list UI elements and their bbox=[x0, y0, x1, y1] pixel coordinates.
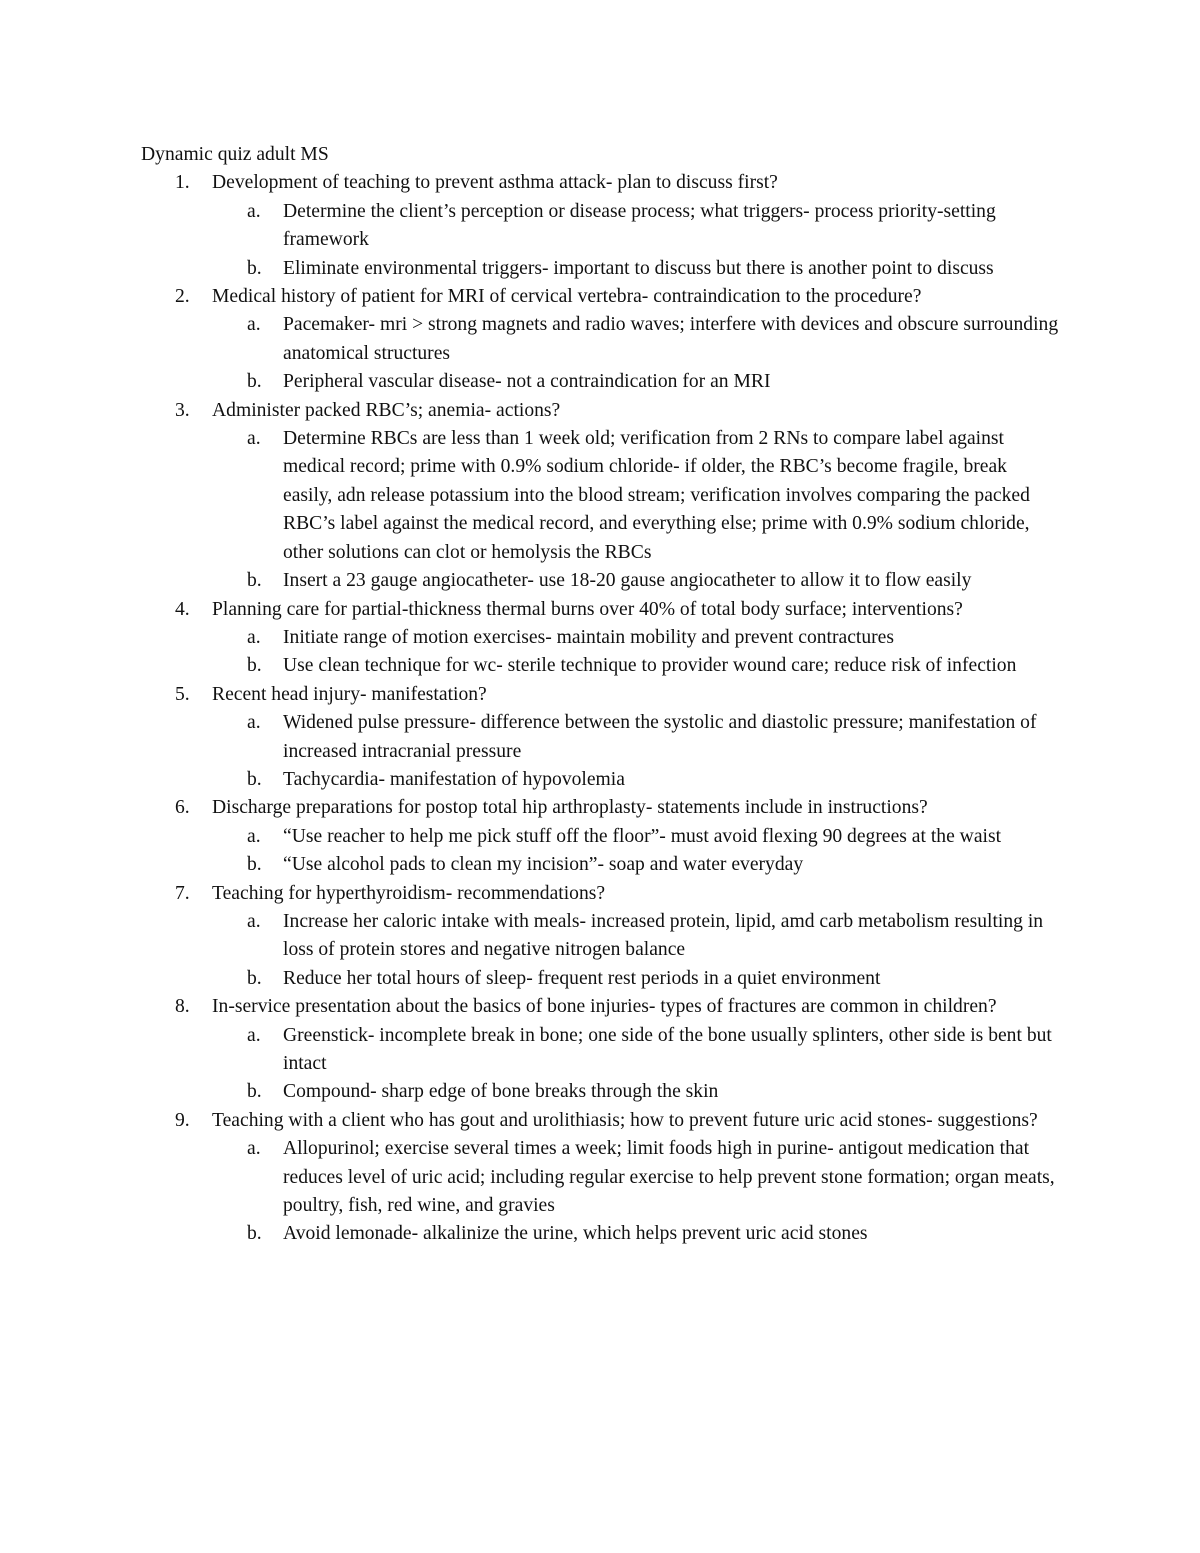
answer-item bbox=[212, 766, 1061, 794]
answer-item bbox=[212, 368, 1061, 396]
answer-list bbox=[212, 311, 1061, 396]
answer-letter: b. bbox=[247, 967, 262, 989]
answer-text: Avoid lemonade- alkalinize the urine, which helps prevent uric acid stones bbox=[283, 1223, 868, 1245]
question-item bbox=[141, 283, 1061, 397]
answer-text: Initiate range of motion exercises- maintain mobility and prevent contractures bbox=[283, 626, 895, 648]
answer-list bbox=[212, 709, 1061, 794]
answer-letter: a. bbox=[247, 1024, 261, 1046]
answer-item bbox=[212, 1078, 1061, 1106]
answer-item bbox=[212, 311, 1061, 368]
question-number: 6. bbox=[175, 797, 190, 819]
answer-text: “Use reacher to help me pick stuff off the floor”- must avoid flexing 90 degrees at the waist bbox=[283, 825, 1002, 847]
answer-text: Tachycardia- manifestation of hypovolemia bbox=[283, 768, 625, 790]
answer-text: Compound- sharp edge of bone breaks through the skin bbox=[283, 1081, 719, 1103]
document-title: Dynamic quiz adult MS bbox=[141, 144, 329, 165]
answer-list bbox=[212, 1135, 1061, 1249]
answer-item bbox=[212, 908, 1061, 965]
answer-letter: b. bbox=[247, 768, 262, 790]
answer-list bbox=[212, 425, 1061, 595]
answer-letter: a. bbox=[247, 626, 261, 648]
answer-letter: b. bbox=[247, 854, 262, 876]
question-item bbox=[141, 993, 1061, 1107]
question-item bbox=[141, 880, 1061, 994]
question-number: 2. bbox=[175, 286, 190, 308]
question-item bbox=[141, 681, 1061, 795]
answer-text: “Use alcohol pads to clean my incision”- soap and water everyday bbox=[283, 854, 804, 876]
answer-letter: b. bbox=[247, 655, 262, 677]
answer-list bbox=[212, 823, 1061, 880]
answer-text: Increase her caloric intake with meals- increased protein, lipid, amd carb metabolism resulting in loss of protein stores and negative nitrogen balance bbox=[283, 910, 1044, 961]
question-number: 5. bbox=[175, 683, 190, 705]
answer-letter: b. bbox=[247, 1223, 262, 1245]
document-body bbox=[141, 141, 1061, 1249]
question-text: Discharge preparations for postop total hip arthroplasty- statements include in instructions? bbox=[212, 797, 928, 819]
answer-text: Allopurinol; exercise several times a week; limit foods high in purine- antigout medication that reduces level of uric acid; including regular exercise to help prevent stone formation; organ meats, poultry, fish, red wine, and gravies bbox=[283, 1138, 1055, 1217]
answer-item bbox=[212, 255, 1061, 283]
answer-list bbox=[212, 198, 1061, 283]
answer-item bbox=[212, 1022, 1061, 1079]
answer-item bbox=[212, 652, 1061, 680]
question-text: Teaching with a client who has gout and urolithiasis; how to prevent future uric acid stones- suggestions? bbox=[212, 1109, 1038, 1131]
question-text: Teaching for hyperthyroidism- recommendations? bbox=[212, 882, 606, 904]
question-item bbox=[141, 596, 1061, 681]
question-number: 4. bbox=[175, 598, 190, 620]
answer-item bbox=[212, 425, 1061, 567]
question-item bbox=[141, 169, 1061, 283]
question-text: Administer packed RBC’s; anemia- actions? bbox=[212, 399, 561, 421]
answer-item bbox=[212, 851, 1061, 879]
answer-letter: a. bbox=[247, 1138, 261, 1160]
question-number: 9. bbox=[175, 1109, 190, 1131]
question-item bbox=[141, 1107, 1061, 1249]
answer-item bbox=[212, 1220, 1061, 1248]
answer-text: Greenstick- incomplete break in bone; one side of the bone usually splinters, other side is bent but intact bbox=[283, 1024, 1052, 1074]
answer-item bbox=[212, 1135, 1061, 1220]
answer-text: Determine RBCs are less than 1 week old; verification from 2 RNs to compare label against medical record; prime with 0.9% sodium chloride- if older, the RBC’s become fragile, break easily, adn release potassium into the blood stream; verification involves comparing the packed RBC’s label against the medical record, and everything else; prime with 0.9% sodium chloride, other solutions can clot or hemolysis the RBCs bbox=[283, 428, 1030, 563]
question-text: Medical history of patient for MRI of cervical vertebra- contraindication to the procedure? bbox=[212, 286, 922, 308]
answer-list bbox=[212, 908, 1061, 993]
question-text: Recent head injury- manifestation? bbox=[212, 683, 487, 705]
question-text: In-service presentation about the basics of bone injuries- types of fractures are common in children? bbox=[212, 996, 997, 1018]
answer-item bbox=[212, 567, 1061, 595]
answer-letter: b. bbox=[247, 1081, 262, 1103]
answer-letter: b. bbox=[247, 257, 262, 279]
answer-letter: a. bbox=[247, 428, 261, 450]
question-item bbox=[141, 397, 1061, 596]
question-number: 8. bbox=[175, 996, 190, 1018]
answer-text: Eliminate environmental triggers- important to discuss but there is another point to discuss bbox=[283, 257, 994, 279]
answer-letter: a. bbox=[247, 314, 261, 336]
answer-letter: a. bbox=[247, 712, 261, 734]
answer-item bbox=[212, 965, 1061, 993]
question-text: Development of teaching to prevent asthma attack- plan to discuss first? bbox=[212, 172, 778, 194]
answer-text: Use clean technique for wc- sterile technique to provider wound care; reduce risk of infection bbox=[283, 655, 1017, 677]
question-text: Planning care for partial-thickness thermal burns over 40% of total body surface; interventions? bbox=[212, 598, 963, 620]
answer-item bbox=[212, 823, 1061, 851]
question-number: 7. bbox=[175, 882, 190, 904]
answer-text: Insert a 23 gauge angiocatheter- use 18-20 gause angiocatheter to allow it to flow easily bbox=[283, 570, 972, 592]
answer-item bbox=[212, 709, 1061, 766]
answer-letter: a. bbox=[247, 910, 261, 932]
question-number: 3. bbox=[175, 399, 190, 421]
question-number: 1. bbox=[175, 172, 190, 194]
answer-text: Widened pulse pressure- difference between the systolic and diastolic pressure; manifestation of increased intracranial pressure bbox=[283, 712, 1037, 762]
answer-list bbox=[212, 624, 1061, 681]
question-list bbox=[141, 169, 1061, 1248]
question-item bbox=[141, 794, 1061, 879]
answer-letter: a. bbox=[247, 200, 261, 222]
answer-text: Pacemaker- mri > strong magnets and radio waves; interfere with devices and obscure surrounding anatomical structures bbox=[283, 314, 1059, 364]
answer-text: Reduce her total hours of sleep- frequent rest periods in a quiet environment bbox=[283, 967, 881, 989]
answer-letter: a. bbox=[247, 825, 261, 847]
answer-letter: b. bbox=[247, 371, 262, 393]
answer-letter: b. bbox=[247, 570, 262, 592]
answer-text: Peripheral vascular disease- not a contraindication for an MRI bbox=[283, 371, 771, 393]
answer-item bbox=[212, 624, 1061, 652]
answer-item bbox=[212, 198, 1061, 255]
answer-text: Determine the client’s perception or disease process; what triggers- process priority-setting framework bbox=[283, 200, 996, 251]
answer-list bbox=[212, 1022, 1061, 1107]
